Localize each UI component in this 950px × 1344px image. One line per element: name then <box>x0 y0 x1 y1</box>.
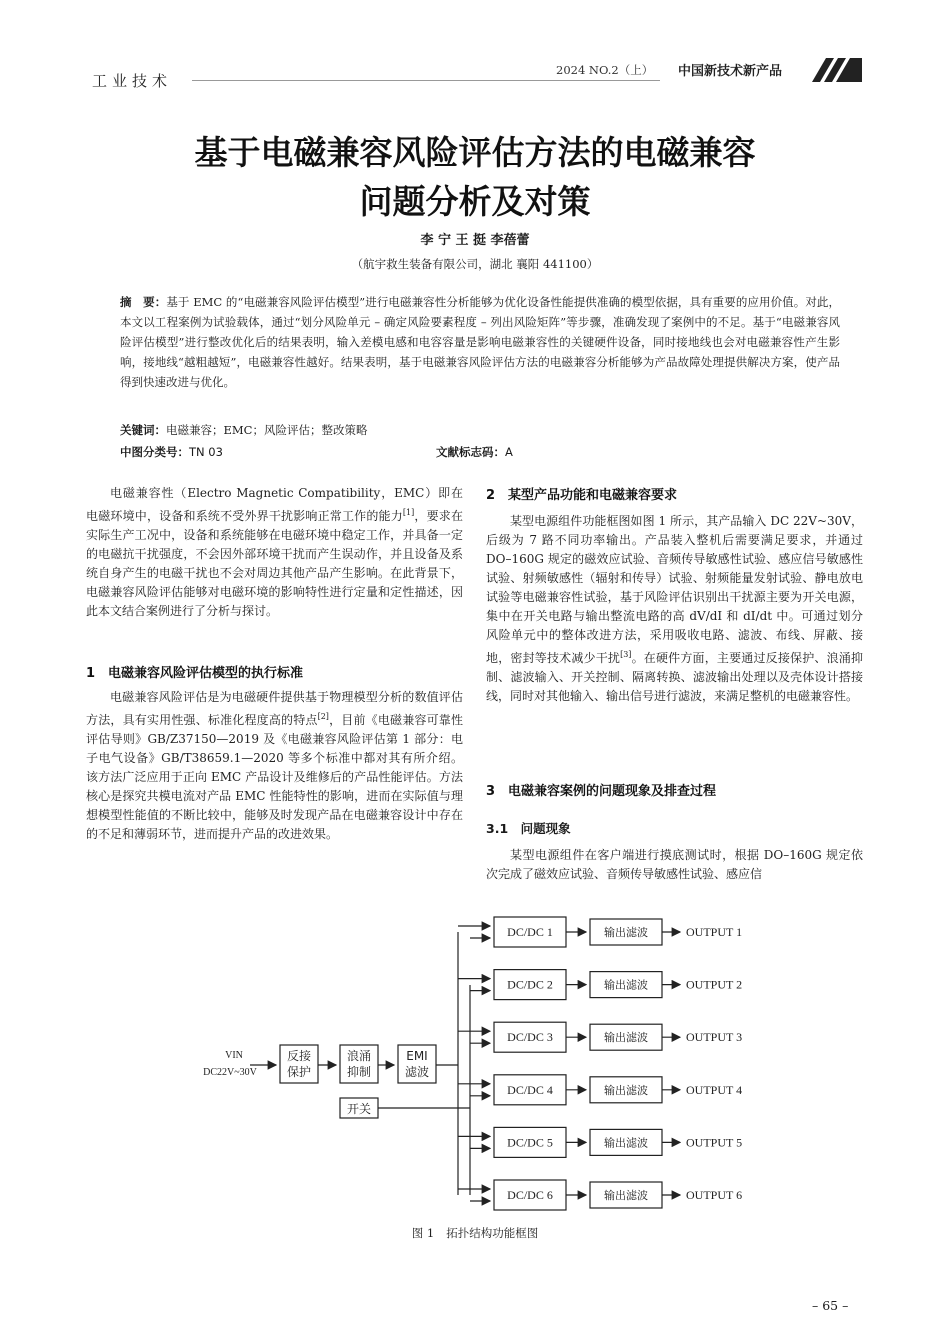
block3-label-line1: EMI <box>406 1049 428 1063</box>
switch-label: 开关 <box>346 1102 372 1116</box>
figure-caption <box>0 1225 950 1241</box>
dcdc-label: DC/DC 4 <box>507 1082 553 1097</box>
section-3-body <box>486 846 863 884</box>
classification <box>120 444 223 460</box>
dcdc-label: DC/DC 6 <box>507 1188 553 1202</box>
authors: 李 宁 王 挺 李蓓蕾 <box>420 233 530 248</box>
abstract-text: 基于 EMC 的“电磁兼容风险评估模型”进行电磁兼容性分析能够为优化设备性能提供准确的模型依据，具有重要的应用价值。对此，本文以工程案例为试验载体，通过“划分风险单元 – 确定风险要素程度 – 列出风险矩阵”等步骤，准确发现了案例中的不足。基于“电磁兼容风险评估模型”进行整改优化后的结果表明，输入差模电感和电容容量是影响电磁兼容性的关键硬件设备，同时接地线也会对电磁兼容性产生影响，接地线“越粗越短”，电磁兼容性越好。结果表明，基于电磁兼容风险评估方法的电磁兼容分析能够为产品故障处理提供解决方案，使产品得到快速改进与优化。 <box>120 295 840 389</box>
block2-label-line2: 抑制 <box>346 1065 372 1079</box>
dcdc-label: DC/DC 3 <box>507 1030 553 1045</box>
magazine-logo-icon <box>812 58 862 82</box>
article-title-line1: 基于电磁兼容风险评估方法的电磁兼容 <box>194 133 756 172</box>
intro-paragraph-block <box>86 484 463 621</box>
magazine-name: 中国新技术新产品 <box>678 64 783 79</box>
section-2-body <box>486 512 863 706</box>
output-filter-label: 输出滤波 <box>604 978 648 992</box>
block2-label-line1: 浪涌 <box>346 1049 372 1063</box>
output-label: OUTPUT 5 <box>686 1135 743 1150</box>
output-label: OUTPUT 1 <box>686 925 743 939</box>
document-code-value: A <box>505 445 513 459</box>
output-label: OUTPUT 3 <box>686 1030 743 1045</box>
intro-paragraph: 电磁兼容性（Electro Magnetic Compatibility，EMC）即在电磁环境中，设备和系统不受外界干扰影响正常工作的能力[1]，要求在实际生产工况中，设备和系统能够在电磁环境中稳定工作，并具备一定的电磁抗干扰强度，不会因外部环境干扰而产生误动作，并且设备及系统自身产生的电磁干扰也不会对周边其他产品产生影响。在此背景下，电磁兼容风险评估能够对电磁环境的影响特性进行定量和定性描述，因此本文结合案例进行了分析与探讨。 <box>86 486 463 618</box>
issue-number: 2024 NO.2（上） <box>556 63 654 77</box>
block1-label-line1: 反接 <box>286 1049 312 1063</box>
affiliation: （航宇救生装备有限公司，湖北 襄阳 441100） <box>351 257 599 271</box>
output-filter-label: 输出滤波 <box>604 1083 648 1097</box>
output-filter-label: 输出滤波 <box>604 1189 648 1202</box>
figure-caption-text: 拓扑结构功能框图 <box>446 1226 539 1240</box>
dcdc-label: DC/DC 5 <box>507 1135 553 1150</box>
abstract <box>120 292 840 392</box>
dcdc-label: DC/DC 2 <box>507 977 553 992</box>
citation[interactable]: [2] <box>317 712 329 721</box>
section-1-body <box>86 688 463 844</box>
output-filter-label: 输出滤波 <box>604 1031 648 1045</box>
figure-number: 图 1 <box>411 1226 435 1240</box>
keywords <box>120 422 840 438</box>
topology-block-diagram <box>190 905 790 1215</box>
subsection-3-1-heading: 3.1 问题现象 <box>486 821 571 836</box>
section-2-paragraph: 某型电源组件功能框图如图 1 所示，其产品输入 DC 22V~30V，后级为 7 路不同功率输出。产品装入整机后需要满足要求，并通过 DO–160G 规定的磁效应试验、音频传导敏感性试验、感应信号敏感性试验、射频敏感性（辐射和传导）试验、射频能量发射试验、静电放电试验等电磁兼容性试验，基于风险评估识别出干扰源主要为开关电源，集中在开关电路与输出整流电路的高 dV/dI 和 dI/dt 中。可通过划分风险单元中的整体改进方法，采用吸收电路、滤波、布线、屏蔽、接地，密封等技术减少干扰[3]。在硬件方面，主要通过反接保护、浪涌抑制、滤波输入、开关控制、隔离转换、滤波输出处理以及壳体设计搭接线，同时对其他输入、输出信号进行滤波，来满足整机的电磁兼容性。 <box>486 514 863 703</box>
vin-range-label: DC22V~30V <box>203 1067 257 1078</box>
block1-label-line2: 保护 <box>286 1065 312 1079</box>
output-filter-label: 输出滤波 <box>604 1136 648 1150</box>
output-label: OUTPUT 4 <box>686 1082 743 1097</box>
output-label: OUTPUT 2 <box>686 977 743 992</box>
section-3-paragraph: 某型电源组件在客户端进行摸底测试时，根据 DO–160G 规定依次完成了磁效应试验、音频传导敏感性试验、感应信 <box>486 848 863 881</box>
section-3-heading: 3 电磁兼容案例的问题现象及排查过程 <box>486 784 717 799</box>
vin-label: VIN <box>225 1050 243 1061</box>
keywords-label: 关键词： <box>120 423 166 437</box>
dcdc-label: DC/DC 1 <box>507 925 553 939</box>
abstract-label: 摘 要： <box>120 295 167 309</box>
document-code <box>436 444 513 460</box>
article-title-line2: 问题分析及对策 <box>359 182 591 221</box>
document-code-label: 文献标志码： <box>436 445 505 459</box>
classification-value: TN 03 <box>189 445 223 459</box>
output-label: OUTPUT 6 <box>686 1188 743 1202</box>
section-2-heading: 2 某型产品功能和电磁兼容要求 <box>486 488 678 503</box>
classification-label: 中图分类号： <box>120 445 189 459</box>
keywords-text: 电磁兼容；EMC；风险评估；整改策略 <box>166 423 368 437</box>
header-rule <box>192 80 660 81</box>
section-1-heading: 1 电磁兼容风险评估模型的执行标准 <box>86 666 304 681</box>
page-number: – 65 – <box>812 1298 849 1313</box>
column-label: 工业技术 <box>92 72 173 90</box>
output-filter-label: 输出滤波 <box>604 926 648 939</box>
block3-label-line2: 滤波 <box>404 1065 430 1079</box>
citation[interactable]: [3] <box>620 650 632 659</box>
section-1-paragraph: 电磁兼容风险评估是为电磁硬件提供基于物理模型分析的数值评估方法，具有实用性强、标准化程度高的特点[2]，目前《电磁兼容可靠性评估导则》GB/Z37150—2019 及《电磁兼容风险评估第 1 部分：电子电气设备》GB/T38659.1—2020 等多个标准中都对其有所介绍。该方法广泛应用于正向 EMC 产品设计及维修后的产品性能评估。方法核心是探究共模电流对产品 EMC 性能特性的影响，进而在实际值与理想模型性能值的不断比较中，能够及时发现产品在电磁兼容设计中存在的不足和薄弱环节，进而提升产品的改进效果。 <box>86 690 463 841</box>
citation[interactable]: [1] <box>402 508 415 517</box>
